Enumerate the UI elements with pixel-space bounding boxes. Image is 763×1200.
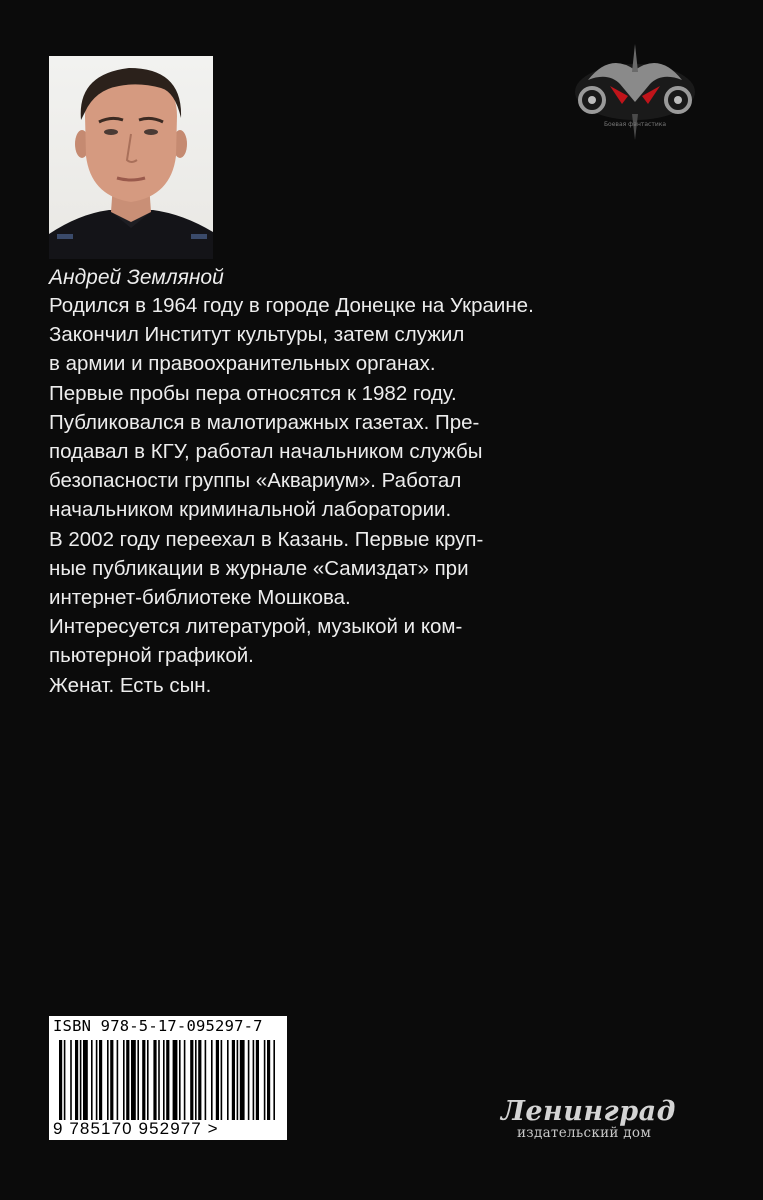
bio-line: начальником криминальной лаборатории. xyxy=(49,498,452,522)
bio-line: Родился в 1964 году в городе Донецке на Украине. xyxy=(49,294,534,317)
bio-line: В 2002 году переехал в Казань. Первые круп- xyxy=(49,527,484,551)
bio-line: ные публикации в журнале «Самиздат» при xyxy=(49,556,469,580)
bio-line: Женат. Есть сын. xyxy=(49,673,212,697)
bio-line: интернет-библиотеке Мошкова. xyxy=(49,586,351,610)
bio-line: подавал в КГУ, работал начальником службы xyxy=(49,440,483,464)
bio-line: Закончил Институт культуры, затем служил xyxy=(49,323,465,347)
author-name: Андрей Земляной xyxy=(49,266,224,289)
isbn-number: ISBN 978-5-17-095297-7 xyxy=(53,1017,263,1035)
publisher-logo xyxy=(495,1096,690,1144)
author-photo xyxy=(49,56,213,259)
bio-line: Интересуется литературой, музыкой и ком- xyxy=(49,615,463,639)
publisher-name: Ленинград xyxy=(501,1096,676,1127)
author-bio xyxy=(49,291,539,700)
isbn-barcode xyxy=(49,1016,287,1140)
bio-line: пьютерной графикой. xyxy=(49,644,254,668)
series-emblem-caption: Боевая фантастика xyxy=(603,121,667,128)
bio-line: безопасности группы «Аквариум». Работал xyxy=(49,469,462,493)
bio-line: Первые пробы пера относятся к 1982 году. xyxy=(49,381,457,405)
bio-line: в армии и правоохранительных органах. xyxy=(49,352,436,376)
barcode-digits: 9 785170 952977 > xyxy=(53,1119,219,1138)
series-emblem-icon xyxy=(570,42,700,142)
bio-line: Публиковался в малотиражных газетах. Пре- xyxy=(49,410,480,434)
publisher-subtitle: издательский дом xyxy=(517,1125,652,1141)
barcode-bars xyxy=(53,1040,283,1120)
